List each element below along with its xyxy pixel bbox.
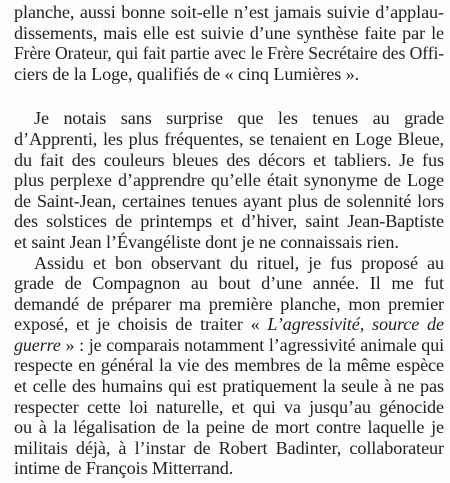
text-line: grade de Compagnon au bout d’une année. Il me fut	[14, 273, 444, 294]
text-line: dissements, mais elle est suivie d’une synthèse faite par le	[14, 22, 444, 43]
text-line: respecte en général la vie des membres de la même espèce	[14, 355, 444, 376]
text-line: demandé de préparer ma première planche, mon premier	[14, 293, 444, 314]
text-line: Assidu et bon observant du rituel, je fus proposé au	[34, 252, 444, 273]
text-segment: exposé, et je choisis de traiter «	[14, 314, 268, 335]
text-segment: » : je comparais notamment l’agressivité animale qui	[60, 334, 444, 355]
text-line	[14, 335, 444, 356]
text-line: respecter cette loi naturelle, et qui va jusqu’au génocide	[14, 396, 444, 417]
text-line	[14, 314, 444, 335]
text-line: des solstices de printemps et d’hiver, saint Jean-Baptiste	[14, 211, 444, 232]
text-line: Frère Orateur, qui fait partie avec le Frère Secrétaire des Offi-	[14, 43, 444, 64]
text-line: plus perplexe d’apprendre qu’elle était synonyme de Loge	[14, 170, 444, 191]
text-line: du fait des couleurs bleues des décors et tabliers. Je fus	[14, 149, 444, 170]
text-line: et saint Jean l’Évangéliste dont je ne connaissais rien.	[14, 231, 399, 252]
italic-title: L’agressivité, source de	[267, 314, 444, 335]
text-line: et celle des humains qui est pratiquement la seule à ne pas	[14, 376, 444, 397]
text-line: militais déjà, à l’instar de Robert Badinter, collaborateur	[14, 437, 444, 458]
text-line: de Saint-Jean, certaines tenues ayant plus de solennité lors	[14, 190, 444, 211]
text-line: intime de François Mitterrand.	[14, 458, 234, 479]
text-line: planche, aussi bonne soit-elle n’est jamais suivie d’applau-	[14, 2, 444, 22]
text-line: ciers de la Loge, qualifiés de « cinq Lumières ».	[14, 63, 360, 84]
text-line: Je notais sans surprise que les tenues au grade	[34, 108, 444, 129]
text-line: d’Apprenti, les plus fréquentes, se tenaient en Loge Bleue,	[14, 128, 444, 149]
italic-title: guerre	[14, 334, 61, 355]
text-line: ou à la légalisation de la peine de mort contre laquelle je	[14, 417, 444, 438]
